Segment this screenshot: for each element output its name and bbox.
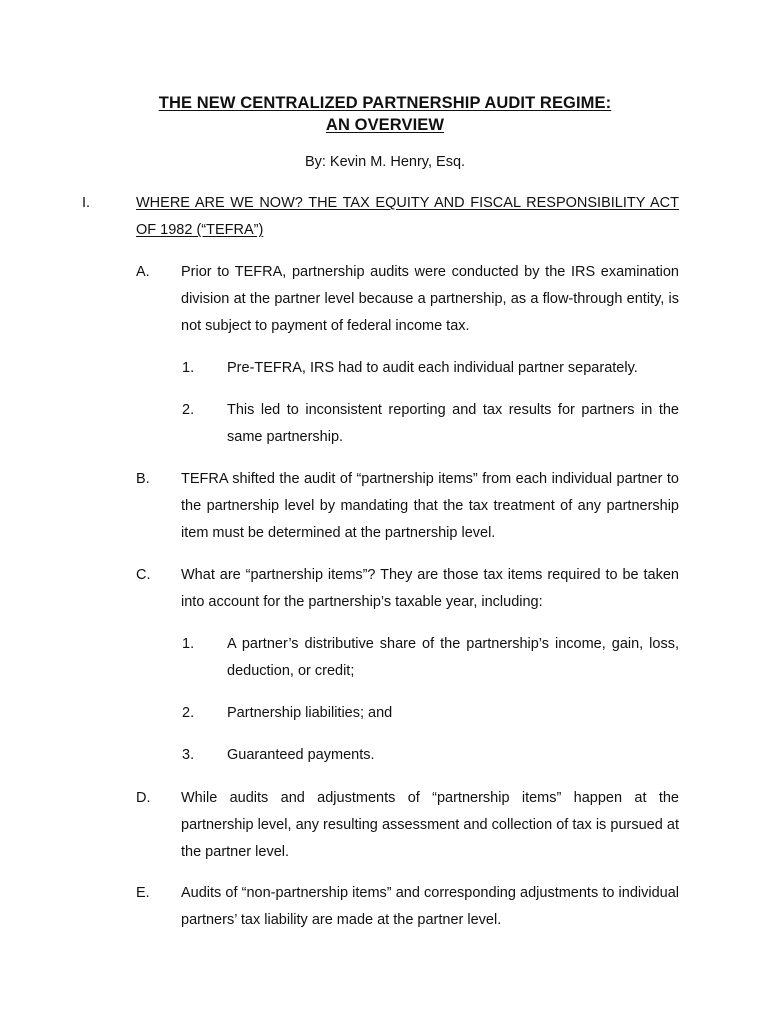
item-c-text: What are “partnership items”? They are those tax items required to be taken into account for the partnership’s taxable year, including: <box>181 567 679 610</box>
item-a-1-text: Pre-TEFRA, IRS had to audit each individual partner separately. <box>227 360 638 376</box>
item-c-2-text: Partnership liabilities; and <box>227 705 393 721</box>
item-b-label: B. <box>136 471 150 487</box>
item-e-label: E. <box>136 885 150 901</box>
item-b-text: TEFRA shifted the audit of “partnership items” from each individual partner to the partnership level by mandating that the tax treatment of any partnership item must be determined at the partnership level. <box>181 471 679 541</box>
section-heading-text: WHERE ARE WE NOW? THE TAX EQUITY AND FISCAL RESPONSIBILITY ACT OF 1982 (“TEFRA”) <box>136 195 679 238</box>
document-title-line-2: AN OVERVIEW <box>325 116 445 134</box>
section-heading <box>136 190 679 244</box>
item-c-1-text: A partner’s distributive share of the partnership’s income, gain, loss, deduction, or credit; <box>227 636 679 679</box>
item-e-text: Audits of “non-partnership items” and corresponding adjustments to individual partners’ tax liability are made at the partner level. <box>181 885 679 928</box>
item-c-3-label: 3. <box>182 747 195 763</box>
item-a-2-label: 2. <box>182 402 195 418</box>
item-c-1-label: 1. <box>182 636 195 652</box>
document-title-line-1: THE NEW CENTRALIZED PARTNERSHIP AUDIT REGIME: <box>158 94 612 112</box>
item-a-1-label: 1. <box>182 360 195 376</box>
item-a-text: Prior to TEFRA, partnership audits were conducted by the IRS examination division at the partner level because a partnership, as a flow-through entity, is not subject to payment of federal income tax. <box>181 264 679 334</box>
item-c-label: C. <box>136 567 151 583</box>
item-a-label: A. <box>136 264 150 280</box>
item-a-2-text: This led to inconsistent reporting and tax results for partners in the same partnership. <box>227 402 679 445</box>
item-c-3-text: Guaranteed payments. <box>227 747 375 763</box>
document-author: By: Kevin M. Henry, Esq. <box>304 154 466 170</box>
item-d-text: While audits and adjustments of “partnership items” happen at the partnership level, any resulting assessment and collection of tax is pursued at the partner level. <box>181 790 679 860</box>
item-d-label: D. <box>136 790 151 806</box>
item-c-2-label: 2. <box>182 705 195 721</box>
section-numeral: I. <box>82 195 91 211</box>
